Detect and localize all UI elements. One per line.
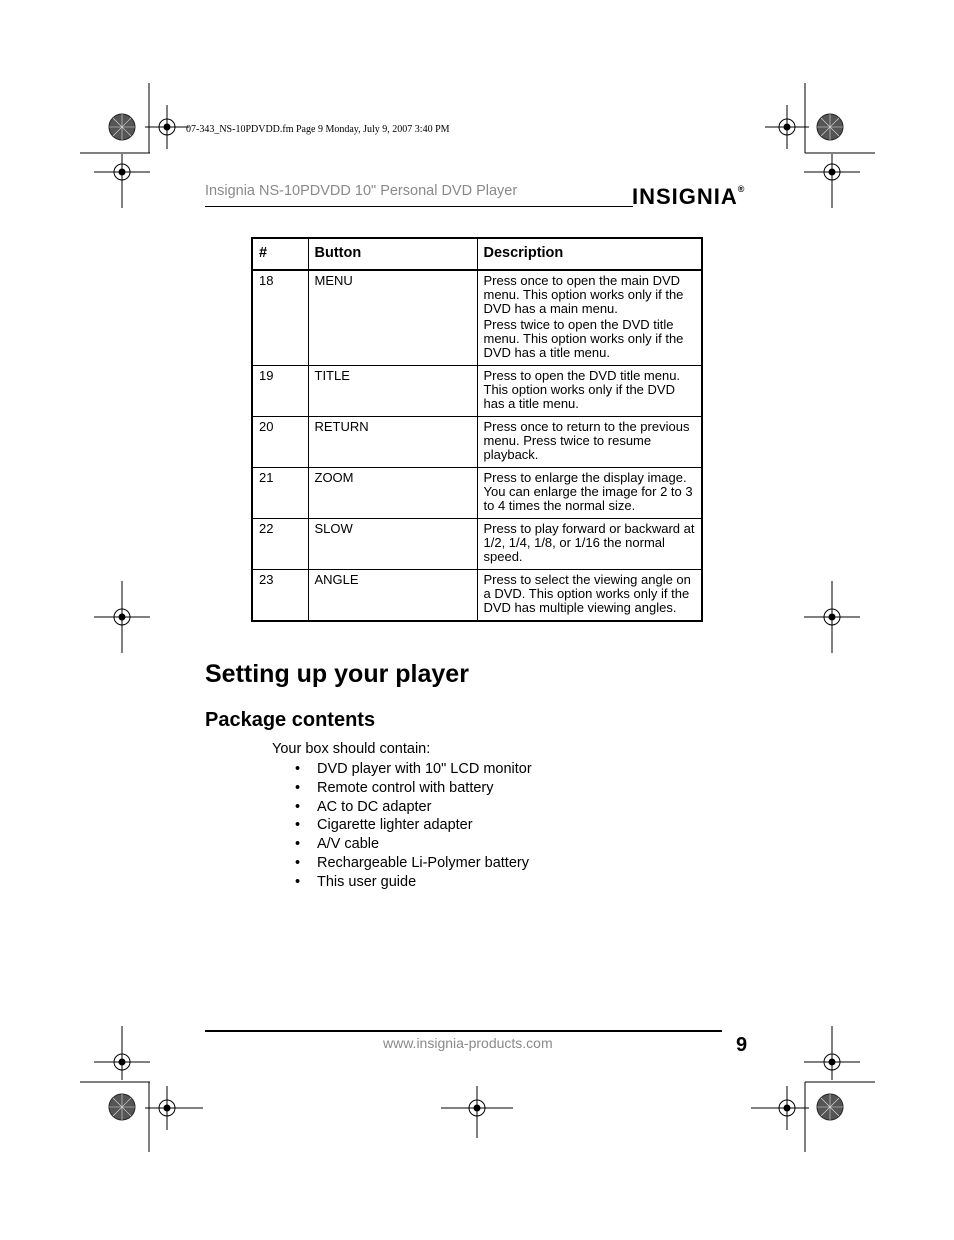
registered-mark: ® — [737, 184, 746, 194]
insignia-logo — [632, 184, 745, 210]
list-item — [295, 835, 532, 854]
button-description-table — [251, 237, 703, 622]
bullet-icon: • — [295, 779, 301, 796]
list-item-text: DVD player with 10" LCD monitor — [317, 761, 532, 777]
logo-text: INSIGNIA — [632, 184, 738, 209]
row-description: Press once to return to the previous menu. Press twice to resume playback. — [477, 417, 702, 468]
bullet-icon: • — [295, 854, 301, 871]
file-slug: 07-343_NS-10PDVDD.fm Page 9 Monday, July 9, 2007 3:40 PM — [186, 124, 450, 135]
table-row — [252, 519, 702, 570]
table-row — [252, 270, 702, 366]
row-button: SLOW — [308, 519, 477, 570]
running-header-title: Insignia NS-10PDVDD 10" Personal DVD Player — [205, 183, 518, 199]
description-paragraph: Press once to open the main DVD menu. This option works only if the DVD has a main menu. — [483, 273, 684, 316]
subsection-heading: Package contents — [205, 709, 376, 731]
row-button: MENU — [308, 270, 477, 366]
row-description: Press to enlarge the display image. You can enlarge the image for 2 to 3 to 4 times the normal size. — [477, 468, 702, 519]
list-item-text: Cigarette lighter adapter — [317, 817, 473, 834]
row-button: ANGLE — [308, 570, 477, 622]
package-contents-list — [295, 760, 532, 892]
row-button: TITLE — [308, 366, 477, 417]
list-item — [295, 760, 532, 779]
row-number: 21 — [252, 468, 308, 519]
list-item-text: AC to DC adapter — [317, 798, 432, 815]
row-description: Press to play forward or backward at 1/2, 1/4, 1/8, or 1/16 the normal speed. — [477, 519, 702, 570]
table-header-row — [252, 238, 702, 270]
list-item — [295, 873, 532, 892]
row-number: 20 — [252, 417, 308, 468]
bullet-icon: • — [295, 873, 301, 890]
row-number: 18 — [252, 270, 308, 366]
table-row — [252, 417, 702, 468]
row-description: Press to select the viewing angle on a DVD. This option works only if the DVD has multiple viewing angles. — [477, 570, 702, 622]
column-header-button: Button — [308, 238, 477, 270]
section-heading: Setting up your player — [205, 660, 469, 688]
table-row — [252, 468, 702, 519]
bullet-icon: • — [295, 817, 301, 834]
intro-text: Your box should contain: — [272, 741, 431, 757]
table-row — [252, 366, 702, 417]
list-item-text: Remote control with battery — [317, 779, 494, 796]
table-row — [252, 570, 702, 622]
list-item-text: A/V cable — [317, 836, 380, 853]
footer-url: www.insignia-products.com — [383, 1035, 553, 1051]
list-item-text: This user guide — [317, 873, 417, 890]
column-header-description: Description — [477, 238, 702, 270]
row-number: 23 — [252, 570, 308, 622]
list-item — [295, 798, 532, 817]
column-header-number: # — [252, 238, 308, 270]
header-rule — [205, 206, 633, 207]
row-description: Press to open the DVD title menu. This option works only if the DVD has a title menu. — [477, 366, 702, 417]
description-paragraph: Press twice to open the DVD title menu. This option works only if the DVD has a title menu. — [483, 317, 684, 360]
row-number: 22 — [252, 519, 308, 570]
row-button: ZOOM — [308, 468, 477, 519]
page-number: 9 — [736, 1034, 748, 1056]
footer-rule — [205, 1030, 722, 1032]
row-button: RETURN — [308, 417, 477, 468]
bullet-icon: • — [295, 798, 301, 815]
bullet-icon: • — [295, 836, 301, 853]
list-item-text: Rechargeable Li-Polymer battery — [317, 854, 529, 871]
bullet-icon: • — [295, 761, 301, 777]
list-item — [295, 854, 532, 873]
list-item — [295, 779, 532, 798]
row-number: 19 — [252, 366, 308, 417]
row-description — [477, 270, 702, 366]
list-item — [295, 816, 532, 835]
